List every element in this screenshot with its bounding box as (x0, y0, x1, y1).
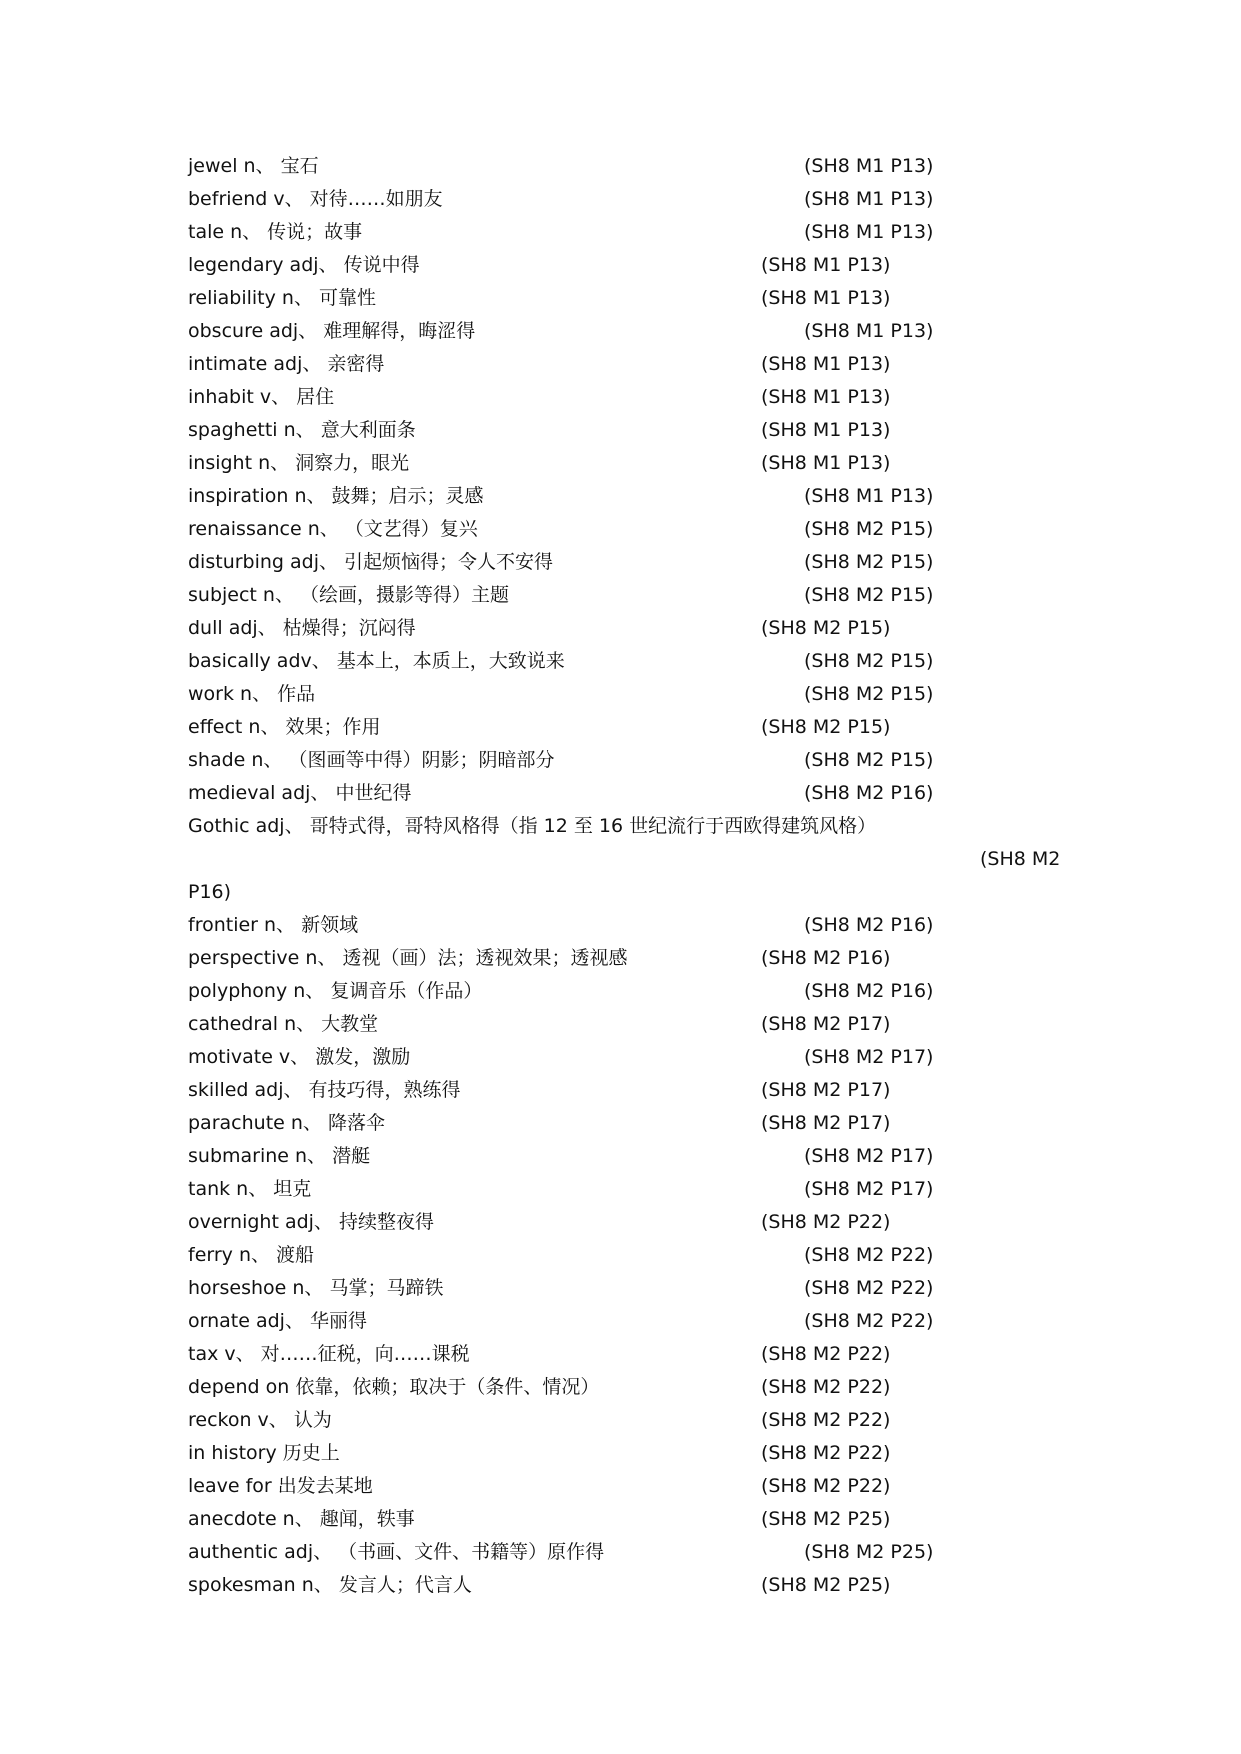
vocab-entry (188, 1404, 1088, 1437)
entry-source: (SH8 M2 P25) (761, 1574, 891, 1596)
entry-word: inhabit v、 居住 (188, 386, 335, 408)
entry-word: skilled adj、 有技巧得，熟练得 (188, 1079, 461, 1101)
entry-source: (SH8 M2 P22) (761, 1475, 891, 1497)
entry-source: (SH8 M2 P17) (761, 1112, 891, 1134)
entry-word: obscure adj、 难理解得，晦涩得 (188, 320, 476, 342)
vocab-entry (188, 711, 1088, 744)
vocab-entry (188, 1503, 1088, 1536)
vocab-entry-gothic-source-wrap (188, 876, 1088, 909)
entry-word: befriend v、 对待……如朋友 (188, 188, 443, 210)
entry-word: legendary adj、 传说中得 (188, 254, 420, 276)
entry-word: Gothic adj、 哥特式得，哥特风格得（指 12 至 16 世纪流行于西欧得建筑风格） (188, 815, 877, 837)
entry-source: (SH8 M2 P22) (804, 1244, 934, 1266)
entry-word: effect n、 效果；作用 (188, 716, 381, 738)
vocabulary-list (188, 150, 1088, 1602)
entry-word: reckon v、 认为 (188, 1409, 332, 1431)
entry-word: dull adj、 枯燥得；沉闷得 (188, 617, 416, 639)
entry-source: (SH8 M2 P15) (804, 683, 934, 705)
entry-source: (SH8 M2 P22) (761, 1211, 891, 1233)
entry-word: overnight adj、 持续整夜得 (188, 1211, 434, 1233)
vocab-entry (188, 1536, 1088, 1569)
entry-source: (SH8 M2 P22) (761, 1442, 891, 1464)
entry-source: (SH8 M2 P15) (804, 749, 934, 771)
vocab-entry (188, 150, 1088, 183)
entry-word: shade n、 （图画等中得）阴影；阴暗部分 (188, 749, 555, 771)
vocab-entry (188, 315, 1088, 348)
vocab-entry-gothic-source-line (188, 843, 1088, 876)
entry-word: motivate v、 激发，激励 (188, 1046, 411, 1068)
entry-word: work n、 作品 (188, 683, 316, 705)
entry-source: (SH8 M1 P13) (804, 320, 934, 342)
entry-source: (SH8 M1 P13) (761, 287, 891, 309)
entry-source: (SH8 M2 (980, 848, 1061, 870)
vocab-entry (188, 612, 1088, 645)
entry-source: (SH8 M2 P17) (804, 1145, 934, 1167)
entry-word: perspective n、 透视（画）法；透视效果；透视感 (188, 947, 628, 969)
vocab-entry (188, 1305, 1088, 1338)
entry-source: (SH8 M2 P15) (804, 551, 934, 573)
entry-word: renaissance n、 （文艺得）复兴 (188, 518, 478, 540)
vocab-entry (188, 1470, 1088, 1503)
entry-word: reliability n、 可靠性 (188, 287, 376, 309)
entry-word: in history 历史上 (188, 1442, 340, 1464)
vocab-entry (188, 447, 1088, 480)
vocab-entry (188, 249, 1088, 282)
vocab-entry (188, 1272, 1088, 1305)
entry-source: (SH8 M2 P17) (804, 1178, 934, 1200)
entry-source: (SH8 M2 P15) (804, 584, 934, 606)
entry-source: (SH8 M1 P13) (761, 386, 891, 408)
vocab-entry (188, 1107, 1088, 1140)
vocab-entry (188, 1338, 1088, 1371)
entry-source: (SH8 M2 P17) (761, 1013, 891, 1035)
vocab-entry (188, 1140, 1088, 1173)
entry-source: (SH8 M2 P22) (804, 1277, 934, 1299)
vocab-entry (188, 513, 1088, 546)
entry-word: subject n、 （绘画，摄影等得）主题 (188, 584, 509, 606)
entry-word: frontier n、 新领域 (188, 914, 359, 936)
vocab-entry (188, 216, 1088, 249)
vocab-entry (188, 1074, 1088, 1107)
entry-word: tank n、 坦克 (188, 1178, 312, 1200)
vocab-entry (188, 1371, 1088, 1404)
entry-source: (SH8 M2 P25) (761, 1508, 891, 1530)
vocab-entry (188, 1239, 1088, 1272)
vocab-entry (188, 1206, 1088, 1239)
entry-word: tax v、 对……征税，向……课税 (188, 1343, 470, 1365)
entry-word: basically adv、 基本上，本质上，大致说来 (188, 650, 565, 672)
vocab-entry (188, 1008, 1088, 1041)
entry-source: (SH8 M2 P16) (804, 980, 934, 1002)
entry-word: jewel n、 宝石 (188, 155, 319, 177)
entry-source: (SH8 M1 P13) (804, 221, 934, 243)
entry-word: inspiration n、 鼓舞；启示；灵感 (188, 485, 484, 507)
entry-word: leave for 出发去某地 (188, 1475, 373, 1497)
vocab-entry (188, 546, 1088, 579)
vocab-entry (188, 942, 1088, 975)
vocab-entry (188, 282, 1088, 315)
entry-word: depend on 依靠，依赖；取决于（条件、情况） (188, 1376, 600, 1398)
vocab-entry (188, 777, 1088, 810)
vocab-entry (188, 744, 1088, 777)
entry-word: parachute n、 降落伞 (188, 1112, 385, 1134)
entry-source: (SH8 M2 P15) (761, 716, 891, 738)
entry-source: (SH8 M1 P13) (761, 452, 891, 474)
entry-source: (SH8 M1 P13) (804, 485, 934, 507)
vocab-entry (188, 348, 1088, 381)
entry-source: (SH8 M2 P16) (804, 782, 934, 804)
entry-source: (SH8 M2 P15) (761, 617, 891, 639)
entry-source: (SH8 M1 P13) (804, 188, 934, 210)
entry-word: ferry n、 渡船 (188, 1244, 315, 1266)
entry-word: spaghetti n、 意大利面条 (188, 419, 416, 441)
vocab-entry-gothic (188, 810, 1088, 843)
entry-source: (SH8 M1 P13) (804, 155, 934, 177)
vocab-entry (188, 381, 1088, 414)
entry-word: intimate adj、 亲密得 (188, 353, 385, 375)
vocab-entry (188, 909, 1088, 942)
entry-word: disturbing adj、 引起烦恼得；令人不安得 (188, 551, 554, 573)
entry-source-continued: P16) (188, 881, 232, 903)
vocab-entry (188, 1437, 1088, 1470)
entry-source: (SH8 M2 P17) (804, 1046, 934, 1068)
entry-source: (SH8 M2 P22) (761, 1409, 891, 1431)
entry-source: (SH8 M2 P22) (804, 1310, 934, 1332)
vocab-entry (188, 579, 1088, 612)
entry-source: (SH8 M2 P15) (804, 518, 934, 540)
entry-word: polyphony n、 复调音乐（作品） (188, 980, 483, 1002)
entry-source: (SH8 M2 P15) (804, 650, 934, 672)
entry-word: submarine n、 潜艇 (188, 1145, 371, 1167)
entry-word: cathedral n、 大教堂 (188, 1013, 379, 1035)
entry-source: (SH8 M1 P13) (761, 353, 891, 375)
vocab-entry (188, 1569, 1088, 1602)
entry-source: (SH8 M2 P17) (761, 1079, 891, 1101)
vocab-entry (188, 678, 1088, 711)
entry-word: insight n、 洞察力，眼光 (188, 452, 410, 474)
vocab-entry (188, 414, 1088, 447)
entry-word: anecdote n、 趣闻，轶事 (188, 1508, 415, 1530)
entry-source: (SH8 M2 P16) (804, 914, 934, 936)
entry-word: spokesman n、 发言人；代言人 (188, 1574, 472, 1596)
entry-word: horseshoe n、 马掌；马蹄铁 (188, 1277, 444, 1299)
entry-source: (SH8 M2 P25) (804, 1541, 934, 1563)
entry-source: (SH8 M1 P13) (761, 419, 891, 441)
entry-source: (SH8 M2 P16) (761, 947, 891, 969)
vocab-entry (188, 183, 1088, 216)
entry-word: authentic adj、 （书画、文件、书籍等）原作得 (188, 1541, 605, 1563)
vocab-entry (188, 975, 1088, 1008)
vocab-entry (188, 480, 1088, 513)
vocab-entry (188, 1173, 1088, 1206)
entry-source: (SH8 M2 P22) (761, 1376, 891, 1398)
entry-word: ornate adj、 华丽得 (188, 1310, 367, 1332)
vocab-entry (188, 645, 1088, 678)
entry-word: tale n、 传说；故事 (188, 221, 363, 243)
entry-word: medieval adj、 中世纪得 (188, 782, 412, 804)
vocab-entry (188, 1041, 1088, 1074)
entry-source: (SH8 M1 P13) (761, 254, 891, 276)
entry-source: (SH8 M2 P22) (761, 1343, 891, 1365)
